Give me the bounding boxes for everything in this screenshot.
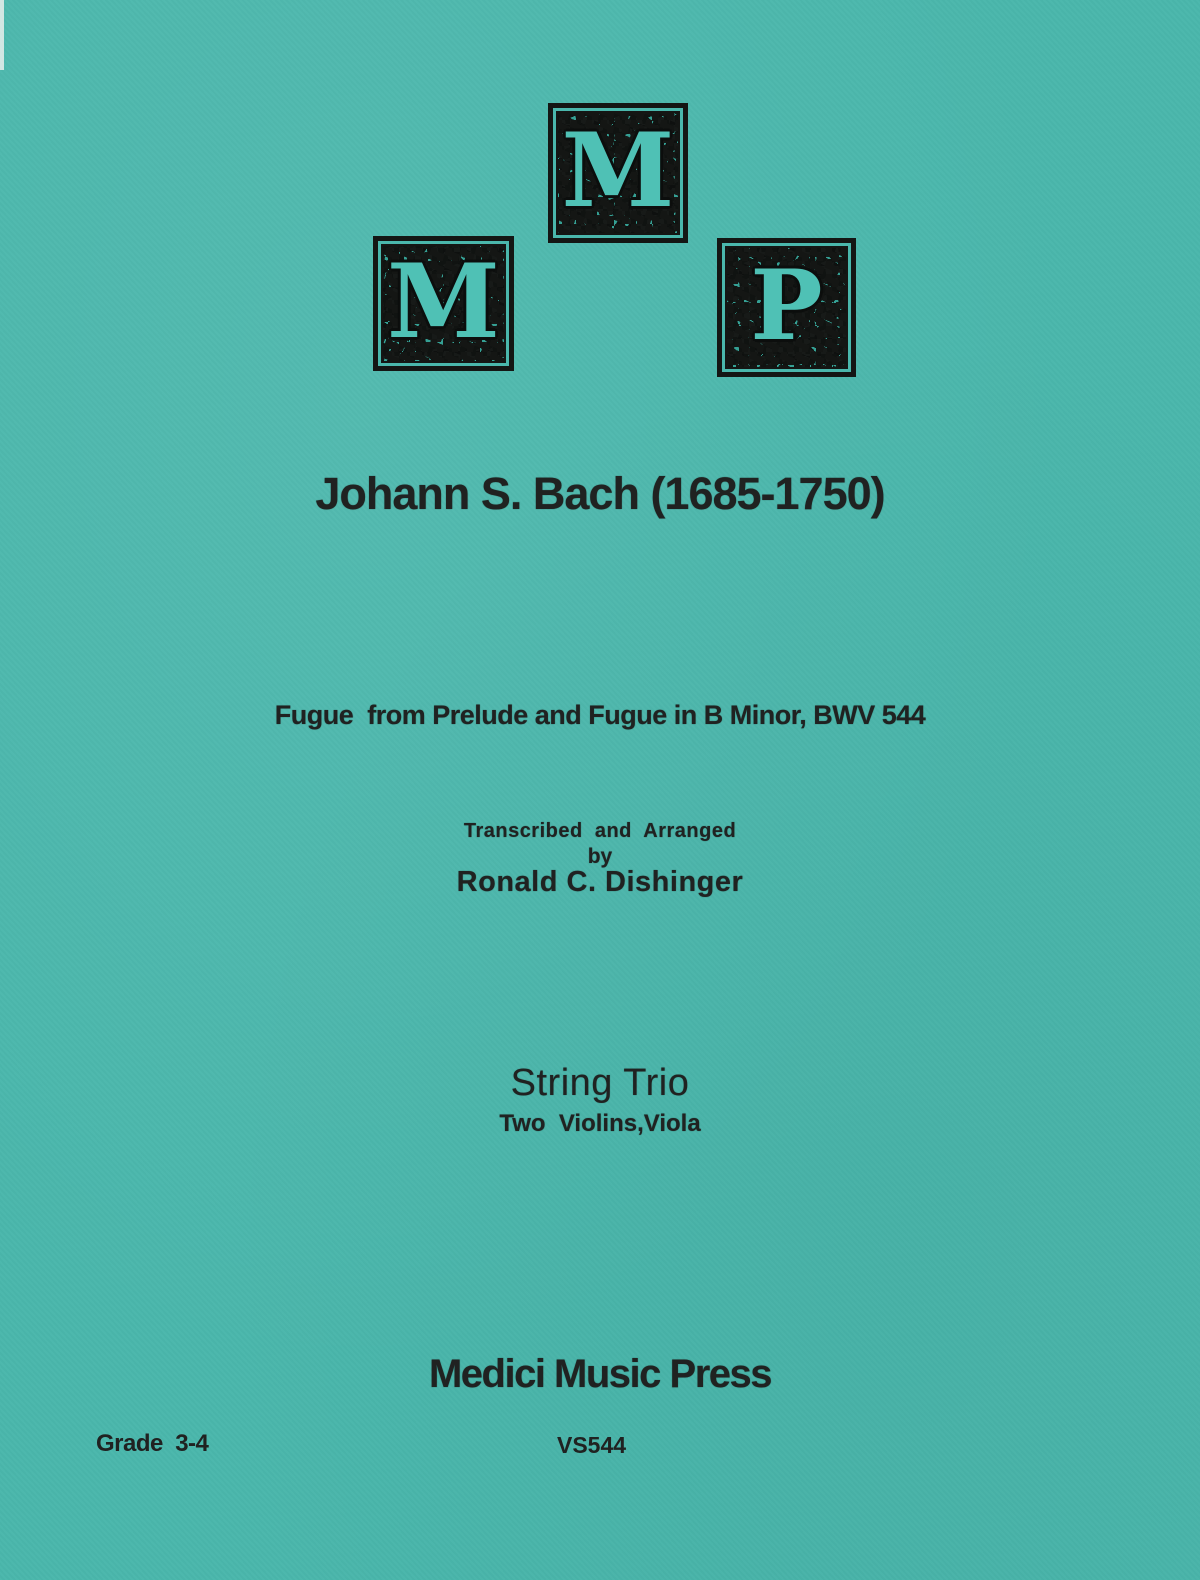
publisher-name: Medici Music Press xyxy=(428,1352,772,1396)
grade-label: Grade 3-4 xyxy=(96,1430,209,1457)
publisher-logo-block-p-right xyxy=(717,238,856,377)
logo-letter-p: P xyxy=(750,248,823,362)
ensemble-instrumentation: Two Violins,Viola xyxy=(499,1110,701,1137)
publisher-logo-block-m-left xyxy=(373,236,514,371)
credit-line-transcribed-arranged: Transcribed and Arranged xyxy=(463,820,737,842)
ornament-pattern xyxy=(725,246,848,369)
ornament-pattern xyxy=(556,111,680,235)
ensemble-type: String Trio xyxy=(510,1062,690,1104)
publisher-logo-block-m-top xyxy=(548,103,688,243)
scan-edge-artifact xyxy=(0,0,4,70)
catalog-number: VS544 xyxy=(557,1432,627,1458)
ornament-pattern xyxy=(381,241,506,363)
logo-letter-m: M xyxy=(561,111,675,231)
credit-line-arranger-name: Ronald C. Dishinger xyxy=(456,866,744,898)
composer-title: Johann S. Bach (1685-1750) xyxy=(315,468,885,519)
logo-letter-m: M xyxy=(387,241,500,362)
work-title: Fugue from Prelude and Fugue in B Minor, BWV 544 xyxy=(274,700,926,730)
credit-line-by: by xyxy=(587,845,613,868)
